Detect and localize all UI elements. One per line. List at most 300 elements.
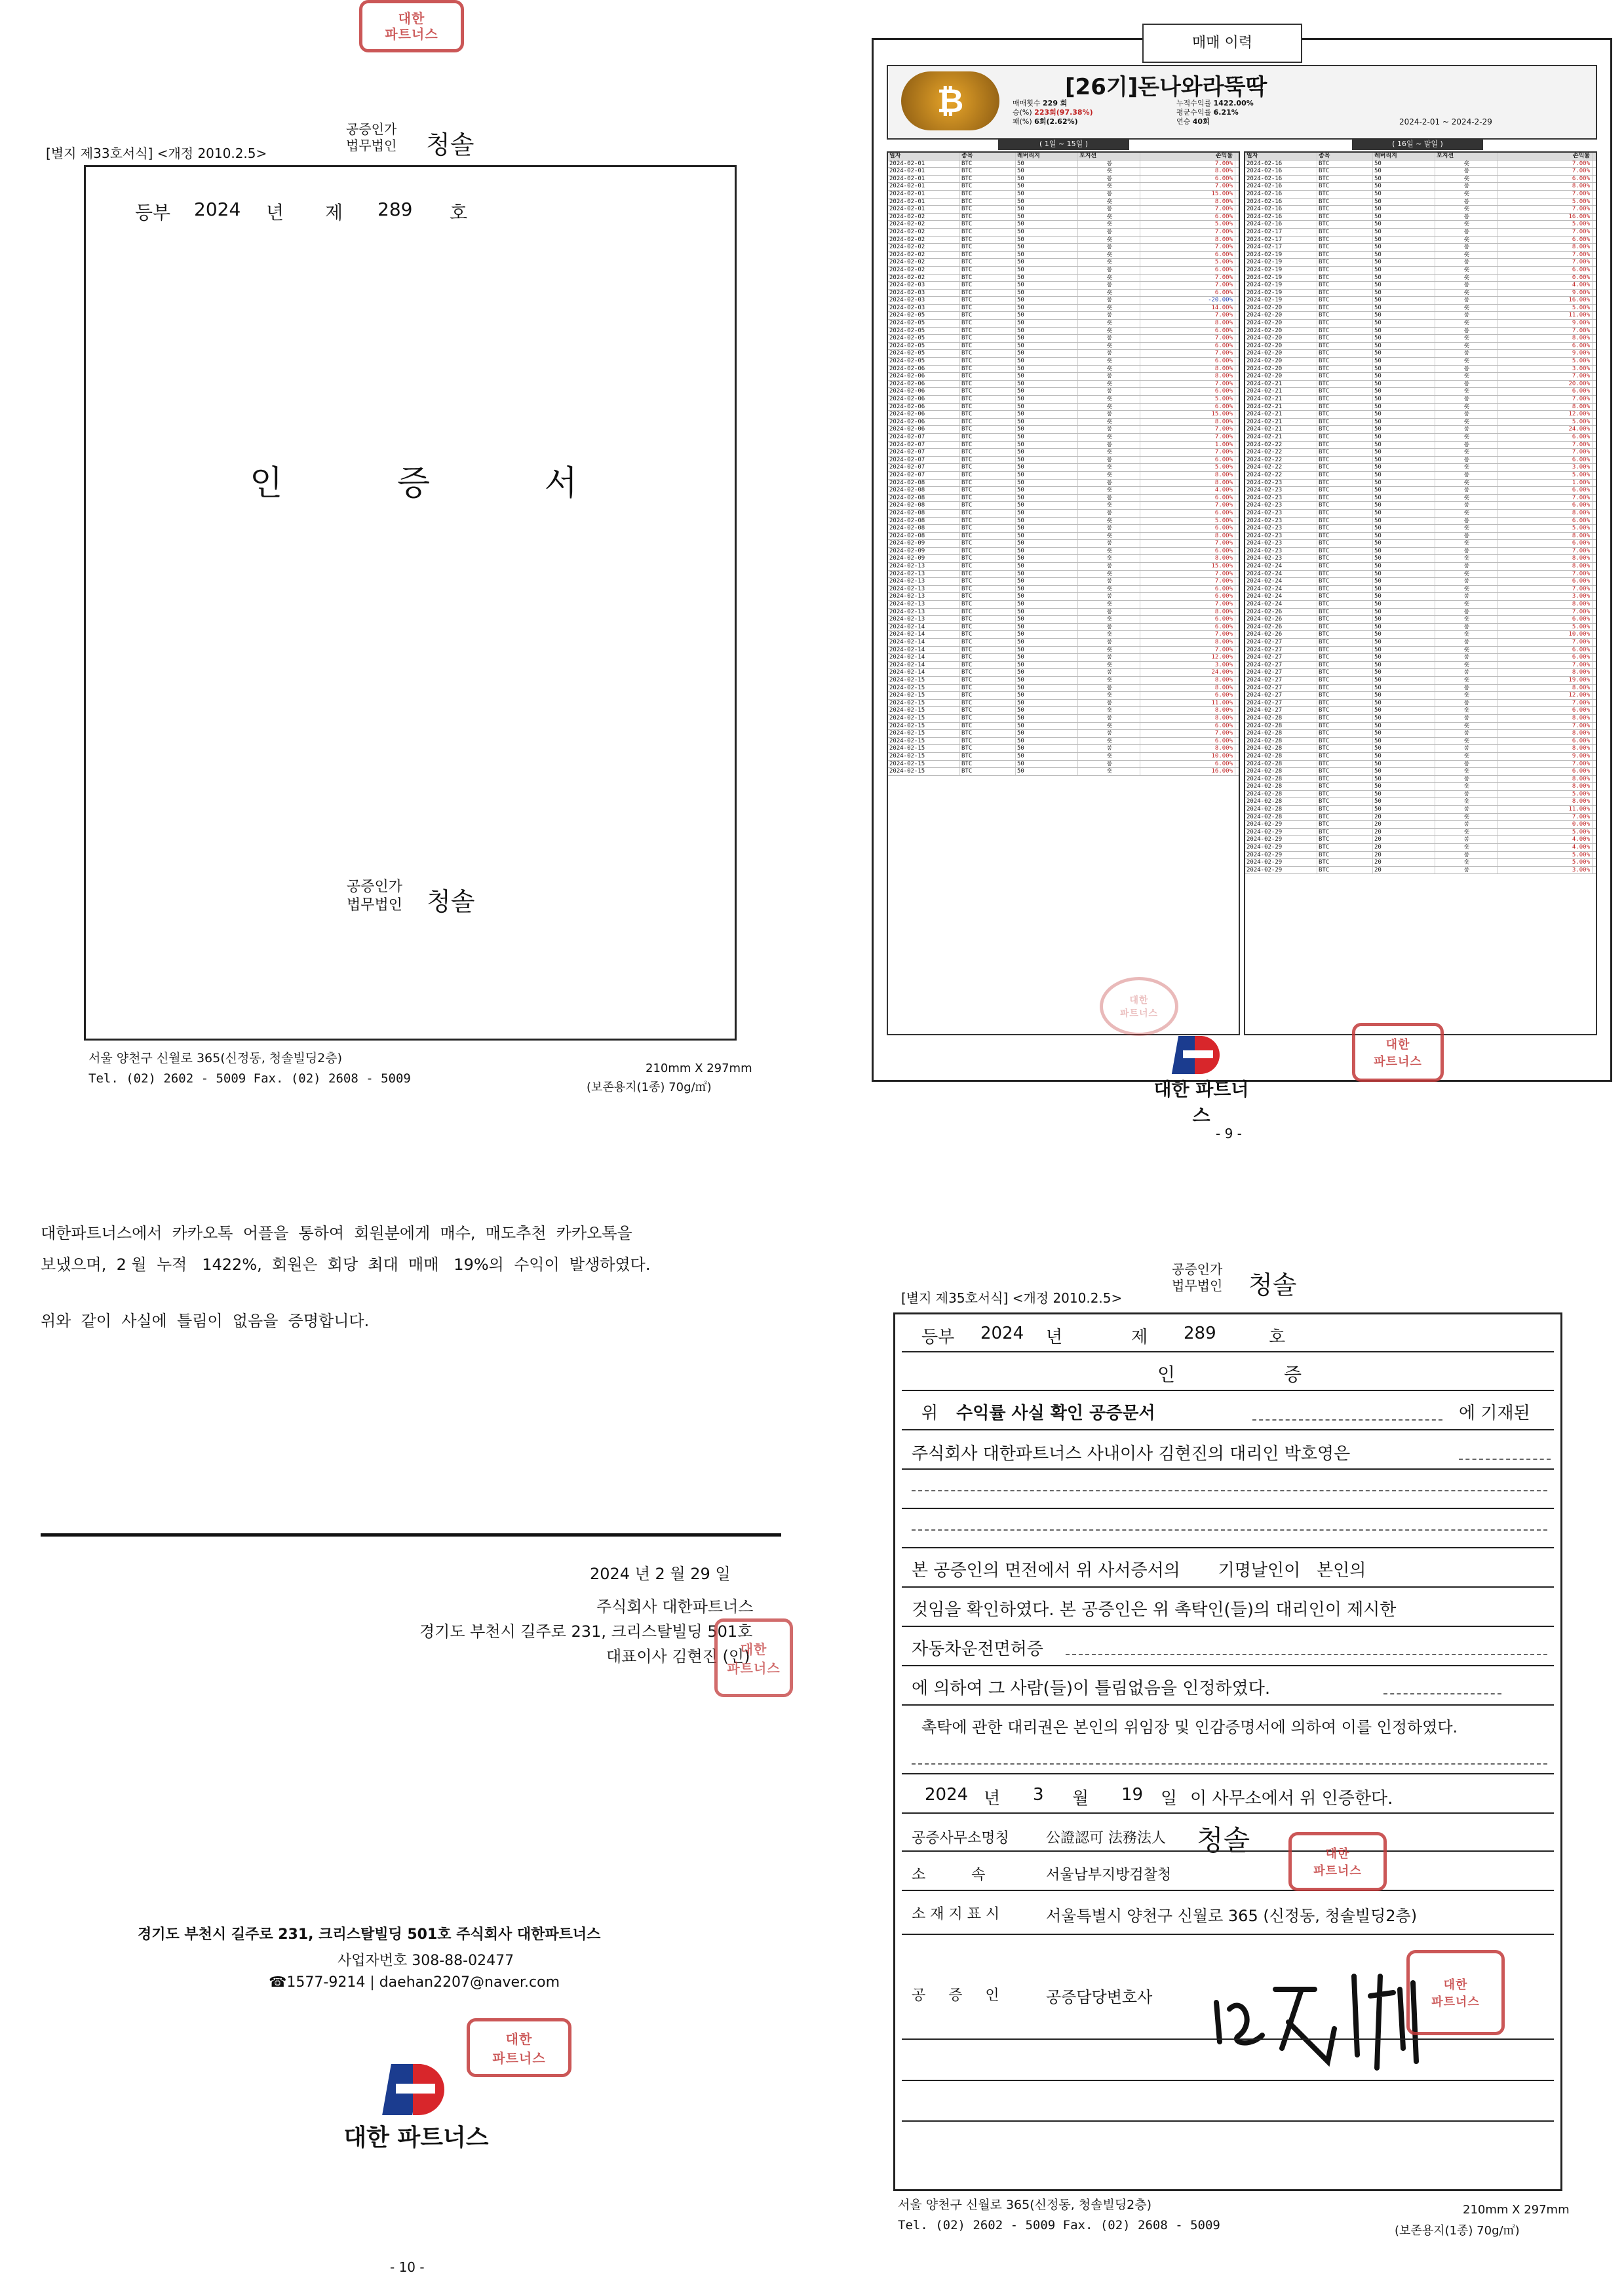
left-trade-header-cell: 손익률 (1140, 153, 1235, 160)
right-trade-row (1245, 396, 1596, 404)
right-trade-cell: BTC (1317, 464, 1373, 471)
right-trade-cell: 2024-02-20 (1245, 373, 1317, 380)
right-trade-cell: BTC (1317, 510, 1373, 517)
left-trade-cell: BTC (960, 381, 1016, 388)
left-trade-cell: BTC (960, 601, 1016, 608)
right-trade-cell: BTC (1317, 571, 1373, 578)
left-trade-row (888, 343, 1239, 351)
right-trade-cell: 2024-02-20 (1245, 358, 1317, 365)
left-trade-cell: 롱 (1078, 373, 1140, 380)
left-trade-cell: 6.00% (1140, 586, 1235, 593)
right-trade-row (1245, 616, 1596, 624)
right-trade-cell: 20 (1373, 859, 1435, 866)
cert2-notary-value: 공증담당변호사 (1046, 1988, 1153, 2006)
left-trade-cell: 숏 (1078, 252, 1140, 259)
right-trade-cell: 20 (1373, 867, 1435, 874)
left-trade-cell: BTC (960, 685, 1016, 692)
right-trade-cell: 2024-02-28 (1245, 798, 1317, 805)
left-trade-cell: 2024-02-08 (888, 495, 960, 502)
left-trade-cell: 2024-02-07 (888, 442, 960, 449)
right-trade-cell: 2024-02-23 (1245, 502, 1317, 509)
left-trade-cell: 2024-02-09 (888, 540, 960, 547)
left-trade-cell: BTC (960, 161, 1016, 168)
left-trade-cell: BTC (960, 730, 1016, 737)
left-trade-cell: BTC (960, 199, 1016, 206)
right-trade-row (1245, 510, 1596, 518)
left-trade-cell: 8.00% (1140, 168, 1235, 175)
cert1-office-small: 공증인가 법무법인 (346, 121, 397, 153)
right-trade-cell: 50 (1373, 715, 1435, 722)
left-trade-row (888, 510, 1239, 518)
left-trade-cell: BTC (960, 168, 1016, 175)
left-trade-row (888, 411, 1239, 419)
right-trade-cell: 롱 (1435, 700, 1498, 707)
statement-company: 주식회사 대한파트너스 (596, 1598, 754, 1616)
right-trade-row (1245, 229, 1596, 237)
left-trade-cell: 숏 (1078, 343, 1140, 350)
right-trade-cell: 50 (1373, 798, 1435, 805)
right-trade-header-cell: 손익률 (1498, 153, 1593, 160)
cert2-loc-label: 소 재 지 표 시 (912, 1906, 1000, 1923)
right-trade-cell: 50 (1373, 502, 1435, 509)
left-trade-cell: 50 (1016, 616, 1078, 623)
right-trade-row (1245, 320, 1596, 328)
right-trade-row (1245, 328, 1596, 335)
cert2-office-kanji: 公證認可 法務法人 (1046, 1830, 1166, 1846)
left-trade-cell: BTC (960, 282, 1016, 289)
right-trade-row (1245, 745, 1596, 753)
left-trade-cell: 50 (1016, 290, 1078, 297)
right-trade-cell: 8.00% (1498, 555, 1593, 562)
right-trade-cell: 50 (1373, 214, 1435, 221)
right-trade-cell: 50 (1373, 373, 1435, 380)
right-trade-cell: 20 (1373, 836, 1435, 843)
left-trade-cell: 숏 (1078, 214, 1140, 221)
left-trade-cell: 롱 (1078, 593, 1140, 600)
right-trade-cell: 숏 (1435, 320, 1498, 327)
right-trade-cell: 롱 (1435, 229, 1498, 236)
right-trade-cell: 숏 (1435, 798, 1498, 805)
right-trade-cell: 50 (1373, 761, 1435, 768)
left-trade-cell: 7.00% (1140, 381, 1235, 388)
right-trade-cell: 2024-02-16 (1245, 191, 1317, 198)
left-trade-cell: 50 (1016, 464, 1078, 471)
right-trade-cell: 숏 (1435, 275, 1498, 282)
right-trade-cell: BTC (1317, 639, 1373, 646)
left-trade-cell: 7.00% (1140, 502, 1235, 509)
left-trade-cell: 8.00% (1140, 533, 1235, 540)
left-trade-cell: 2024-02-08 (888, 533, 960, 540)
right-trade-row (1245, 601, 1596, 609)
right-trade-cell: 2024-02-19 (1245, 259, 1317, 266)
left-trade-cell: 2024-02-05 (888, 335, 960, 342)
left-trade-cell: BTC (960, 312, 1016, 319)
right-trade-cell: 2024-02-23 (1245, 525, 1317, 532)
left-trade-cell: BTC (960, 563, 1016, 570)
left-trade-cell: BTC (960, 358, 1016, 365)
left-trade-cell: 2024-02-15 (888, 692, 960, 699)
left-trade-cell: BTC (960, 388, 1016, 395)
right-trade-cell: 7.00% (1498, 229, 1593, 236)
right-trade-cell: BTC (1317, 472, 1373, 479)
right-trade-cell: 16.00% (1498, 297, 1593, 304)
right-trade-row (1245, 677, 1596, 685)
left-trade-cell: BTC (960, 206, 1016, 213)
left-trade-cell: 2024-02-08 (888, 518, 960, 525)
right-trade-cell: BTC (1317, 237, 1373, 244)
left-trade-header-row (888, 153, 1239, 161)
left-trade-cell: 6.00% (1140, 388, 1235, 395)
left-trade-cell: 2024-02-02 (888, 275, 960, 282)
left-trade-cell: 숏 (1078, 221, 1140, 228)
right-trade-cell: 50 (1373, 191, 1435, 198)
left-trade-row (888, 244, 1239, 252)
left-trade-cell: 2024-02-06 (888, 373, 960, 380)
right-trade-cell: BTC (1317, 343, 1373, 350)
right-trade-row (1245, 525, 1596, 533)
right-trade-row (1245, 707, 1596, 715)
right-trade-cell: BTC (1317, 199, 1373, 206)
right-trade-cell: 2024-02-23 (1245, 487, 1317, 494)
right-trade-cell: 50 (1373, 624, 1435, 631)
right-trade-cell: 2024-02-29 (1245, 859, 1317, 866)
left-trade-row (888, 373, 1239, 381)
left-trade-cell: 2024-02-02 (888, 214, 960, 221)
right-trade-cell: 숏 (1435, 829, 1498, 836)
right-trade-cell: 50 (1373, 730, 1435, 737)
left-trade-cell: BTC (960, 616, 1016, 623)
left-trade-cell: 50 (1016, 510, 1078, 517)
left-trade-cell: 1.00% (1140, 442, 1235, 449)
right-trade-cell: 3.00% (1498, 366, 1593, 373)
right-trade-cell: 50 (1373, 685, 1435, 692)
right-trade-cell: 20.00% (1498, 381, 1593, 388)
left-trade-cell: BTC (960, 586, 1016, 593)
left-trade-cell: 50 (1016, 571, 1078, 578)
right-trade-cell: 2024-02-28 (1245, 723, 1317, 730)
left-trade-row (888, 518, 1239, 526)
right-trade-cell: 50 (1373, 161, 1435, 168)
left-trade-cell: BTC (960, 609, 1016, 616)
right-trade-row (1245, 176, 1596, 183)
right-trade-cell: BTC (1317, 540, 1373, 547)
right-trade-cell: 50 (1373, 578, 1435, 585)
left-section-label: ( 1일 ~ 15일 ) (998, 138, 1129, 150)
right-trade-cell: 6.00% (1498, 738, 1593, 745)
left-trade-row (888, 677, 1239, 685)
right-trade-cell: 12.00% (1498, 411, 1593, 418)
right-trade-cell: 50 (1373, 252, 1435, 259)
left-trade-cell: 숏 (1078, 571, 1140, 578)
right-trade-cell: 6.00% (1498, 540, 1593, 547)
left-trade-cell: 숏 (1078, 533, 1140, 540)
left-trade-cell: 숏 (1078, 647, 1140, 654)
left-trade-cell: 8.00% (1140, 639, 1235, 646)
left-trade-cell: 롱 (1078, 578, 1140, 585)
right-trade-cell: 50 (1373, 328, 1435, 335)
left-trade-cell: 50 (1016, 221, 1078, 228)
right-trade-row (1245, 366, 1596, 373)
right-trade-cell: BTC (1317, 548, 1373, 555)
right-trade-cell: 50 (1373, 168, 1435, 175)
right-trade-cell: BTC (1317, 601, 1373, 608)
right-trade-cell: 50 (1373, 631, 1435, 638)
left-trade-cell: 14.00% (1140, 305, 1235, 312)
left-trade-cell: 숏 (1078, 518, 1140, 525)
cert2-line6: 에 의하여 그 사람(들)이 틀림없음을 인정하였다. (912, 1679, 1271, 1698)
left-trade-row (888, 358, 1239, 366)
right-trade-cell: 50 (1373, 320, 1435, 327)
left-trade-cell: BTC (960, 715, 1016, 722)
left-trade-cell: 숏 (1078, 548, 1140, 555)
right-trade-cell: 8.00% (1498, 745, 1593, 752)
left-trade-cell: 2024-02-15 (888, 677, 960, 684)
left-trade-header-cell: 포지션 (1078, 153, 1140, 160)
left-trade-cell: BTC (960, 723, 1016, 730)
right-trade-cell: 2024-02-17 (1245, 229, 1317, 236)
left-trade-cell: 롱 (1078, 510, 1140, 517)
cert1-paper-type: (보존용지(1종) 70g/㎡) (587, 1081, 712, 1094)
cert1-address: 서울 양천구 신월로 365(신정동, 청솔빌딩2층) (88, 1051, 343, 1065)
right-trade-cell: 6.00% (1498, 457, 1593, 464)
left-trade-cell: 50 (1016, 525, 1078, 532)
left-trade-cell: 숏 (1078, 305, 1140, 312)
right-trade-cell: BTC (1317, 836, 1373, 843)
left-trade-cell: 2024-02-01 (888, 191, 960, 198)
right-trade-cell: 2024-02-23 (1245, 555, 1317, 562)
left-trade-cell: BTC (960, 411, 1016, 418)
right-trade-cell: 5.00% (1498, 199, 1593, 206)
left-trade-row (888, 457, 1239, 465)
left-trade-cell: 2024-02-05 (888, 312, 960, 319)
left-trade-cell: 50 (1016, 480, 1078, 487)
right-trade-cell: 50 (1373, 510, 1435, 517)
left-trade-cell: 4.00% (1140, 487, 1235, 494)
right-trade-cell: 숏 (1435, 464, 1498, 471)
right-trade-cell: 11.00% (1498, 806, 1593, 813)
left-trade-cell: BTC (960, 472, 1016, 479)
left-trade-cell: 롱 (1078, 540, 1140, 547)
right-trade-cell: BTC (1317, 229, 1373, 236)
right-trade-cell: 숏 (1435, 616, 1498, 623)
right-trade-cell: 롱 (1435, 214, 1498, 221)
left-trade-cell: 2024-02-08 (888, 525, 960, 532)
right-trade-cell: 2024-02-29 (1245, 844, 1317, 851)
right-trade-row (1245, 631, 1596, 639)
left-trade-cell: BTC (960, 335, 1016, 342)
left-trade-cell: 2024-02-15 (888, 753, 960, 760)
right-trade-cell: 50 (1373, 305, 1435, 312)
right-trade-cell: 50 (1373, 647, 1435, 654)
left-trade-cell: 2024-02-02 (888, 267, 960, 274)
right-trade-cell: 8.00% (1498, 183, 1593, 190)
office-seal-top: 대한 파트너스 (359, 0, 464, 52)
right-trade-cell: 2024-02-20 (1245, 335, 1317, 342)
right-trade-cell: 2024-02-24 (1245, 571, 1317, 578)
left-trade-cell: 숏 (1078, 168, 1140, 175)
left-trade-row (888, 753, 1239, 761)
left-trade-cell: 6.00% (1140, 328, 1235, 335)
left-trade-cell: BTC (960, 533, 1016, 540)
left-trade-cell: 2024-02-14 (888, 662, 960, 669)
left-trade-row (888, 366, 1239, 373)
left-trade-row (888, 692, 1239, 700)
right-trade-row (1245, 244, 1596, 252)
left-trade-row (888, 616, 1239, 624)
left-trade-cell: 롱 (1078, 730, 1140, 737)
history-logo-text: 대한 파트너스 (1153, 1079, 1249, 1126)
right-trade-cell: BTC (1317, 745, 1373, 752)
left-trade-cell: BTC (960, 267, 1016, 274)
right-trade-cell: 5.00% (1498, 305, 1593, 312)
right-trade-cell: 숏 (1435, 221, 1498, 228)
right-trade-cell: 7.00% (1498, 495, 1593, 502)
right-trade-cell: 롱 (1435, 730, 1498, 737)
right-trade-cell: 50 (1373, 609, 1435, 616)
left-trade-cell: 숏 (1078, 631, 1140, 638)
statement-para2: 보냈으며, 2 월 누적 1422%, 회원은 회당 최대 매매 19%의 수익이 발생하였다. (41, 1255, 651, 1274)
left-trade-cell: 2024-02-05 (888, 343, 960, 350)
left-trade-cell: BTC (960, 297, 1016, 304)
right-trade-cell: BTC (1317, 350, 1373, 357)
left-trade-cell: 7.00% (1140, 282, 1235, 289)
right-trade-cell: 50 (1373, 206, 1435, 213)
left-trade-cell: 5.00% (1140, 464, 1235, 471)
right-trade-cell: 2024-02-26 (1245, 616, 1317, 623)
left-trade-cell: 50 (1016, 669, 1078, 676)
left-trade-cell: 50 (1016, 593, 1078, 600)
right-trade-cell: 50 (1373, 700, 1435, 707)
left-trade-row (888, 761, 1239, 769)
left-trade-row (888, 601, 1239, 609)
right-trade-cell: 2024-02-28 (1245, 806, 1317, 813)
left-trade-row (888, 275, 1239, 282)
right-trade-row (1245, 472, 1596, 480)
right-trade-cell: 50 (1373, 487, 1435, 494)
left-trade-cell: 롱 (1078, 654, 1140, 661)
right-trade-cell: 4.00% (1498, 282, 1593, 289)
cert2-office-small: 공증인가 법무법인 (1172, 1261, 1223, 1293)
right-trade-cell: BTC (1317, 259, 1373, 266)
right-trade-cell: 롱 (1435, 366, 1498, 373)
statement-footer-address: 경기도 부천시 길주로 231, 크리스탈빌딩 501호 주식회사 대한파트너스 (138, 1926, 601, 1943)
right-trade-cell: 2024-02-19 (1245, 297, 1317, 304)
right-trade-cell: 2024-02-16 (1245, 199, 1317, 206)
right-trade-cell: 50 (1373, 806, 1435, 813)
left-trade-cell: 2024-02-15 (888, 707, 960, 714)
right-trade-cell: 숏 (1435, 571, 1498, 578)
right-trade-row (1245, 214, 1596, 221)
right-trade-row (1245, 844, 1596, 852)
left-trade-row (888, 267, 1239, 275)
left-trade-cell: 2024-02-08 (888, 487, 960, 494)
left-trade-cell: 50 (1016, 350, 1078, 357)
cert2-line3: 본 공증인의 면전에서 위 사서증서의 기명날인이 본인의 (912, 1561, 1366, 1580)
right-trade-cell: 5.00% (1498, 221, 1593, 228)
left-trade-cell: 6.00% (1140, 252, 1235, 259)
left-trade-row (888, 548, 1239, 556)
right-trade-cell: BTC (1317, 859, 1373, 866)
daehan-logo-icon (1175, 1036, 1221, 1074)
right-trade-cell: BTC (1317, 244, 1373, 251)
left-trade-cell: 숏 (1078, 183, 1140, 190)
right-trade-row (1245, 457, 1596, 465)
right-trade-cell: 롱 (1435, 806, 1498, 813)
right-trade-cell: 롱 (1435, 669, 1498, 676)
right-trade-cell: 숏 (1435, 495, 1498, 502)
right-trade-cell: 2024-02-29 (1245, 836, 1317, 843)
left-trade-cell: 6.00% (1140, 616, 1235, 623)
right-trade-cell: 50 (1373, 776, 1435, 783)
right-trade-cell: 롱 (1435, 836, 1498, 843)
right-trade-cell: 숏 (1435, 510, 1498, 517)
left-trade-row (888, 434, 1239, 442)
right-trade-header-cell: 일자 (1245, 153, 1317, 160)
left-trade-cell: 2024-02-08 (888, 510, 960, 517)
right-trade-cell: 7.00% (1498, 586, 1593, 593)
right-trade-row (1245, 449, 1596, 457)
left-trade-cell: BTC (960, 259, 1016, 266)
left-trade-row (888, 533, 1239, 541)
right-trade-cell: 2024-02-24 (1245, 601, 1317, 608)
right-trade-cell: 2024-02-23 (1245, 518, 1317, 525)
cert2-line5: 자동차운전면허증 (912, 1639, 1043, 1659)
left-trade-cell: 6.00% (1140, 525, 1235, 532)
cert2-notary-label: 공 증 인 (912, 1987, 999, 2004)
left-trade-cell: 50 (1016, 244, 1078, 251)
left-trade-cell: 7.00% (1140, 229, 1235, 236)
left-trade-cell: 50 (1016, 624, 1078, 631)
cert2-paper-type: (보존용지(1종) 70g/㎡) (1395, 2224, 1520, 2238)
left-trade-cell: 8.00% (1140, 480, 1235, 487)
right-trade-cell: 2024-02-27 (1245, 677, 1317, 684)
left-trade-cell: 50 (1016, 738, 1078, 745)
right-trade-cell: BTC (1317, 776, 1373, 783)
left-trade-row (888, 419, 1239, 427)
left-trade-row (888, 199, 1239, 206)
left-trade-row (888, 176, 1239, 183)
right-trade-cell: BTC (1317, 312, 1373, 319)
left-trade-row (888, 183, 1239, 191)
left-trade-cell: BTC (960, 396, 1016, 403)
right-trade-cell: BTC (1317, 806, 1373, 813)
left-trade-row (888, 730, 1239, 738)
right-trade-cell: 7.00% (1498, 206, 1593, 213)
right-trade-row (1245, 297, 1596, 305)
statement-date: 2024 년 2 월 29 일 (590, 1565, 731, 1583)
left-trade-cell: BTC (960, 457, 1016, 464)
left-trade-cell: 50 (1016, 426, 1078, 433)
left-trade-cell: 8.00% (1140, 715, 1235, 722)
right-trade-row (1245, 791, 1596, 799)
right-trade-cell: 2024-02-20 (1245, 305, 1317, 312)
left-trade-cell: 50 (1016, 662, 1078, 669)
right-trade-cell: 숏 (1435, 267, 1498, 274)
right-trade-cell: 2024-02-23 (1245, 540, 1317, 547)
right-trade-cell: 숏 (1435, 859, 1498, 866)
right-trade-row (1245, 168, 1596, 176)
left-trade-cell: 8.00% (1140, 745, 1235, 752)
right-trade-cell: 3.00% (1498, 593, 1593, 600)
left-trade-cell: BTC (960, 662, 1016, 669)
right-trade-cell: BTC (1317, 700, 1373, 707)
right-trade-cell: 2024-02-27 (1245, 692, 1317, 699)
right-trade-row (1245, 836, 1596, 844)
right-trade-cell: 숏 (1435, 161, 1498, 168)
left-trade-cell: 숏 (1078, 487, 1140, 494)
left-trade-row (888, 168, 1239, 176)
left-trade-cell: 12.00% (1140, 654, 1235, 661)
